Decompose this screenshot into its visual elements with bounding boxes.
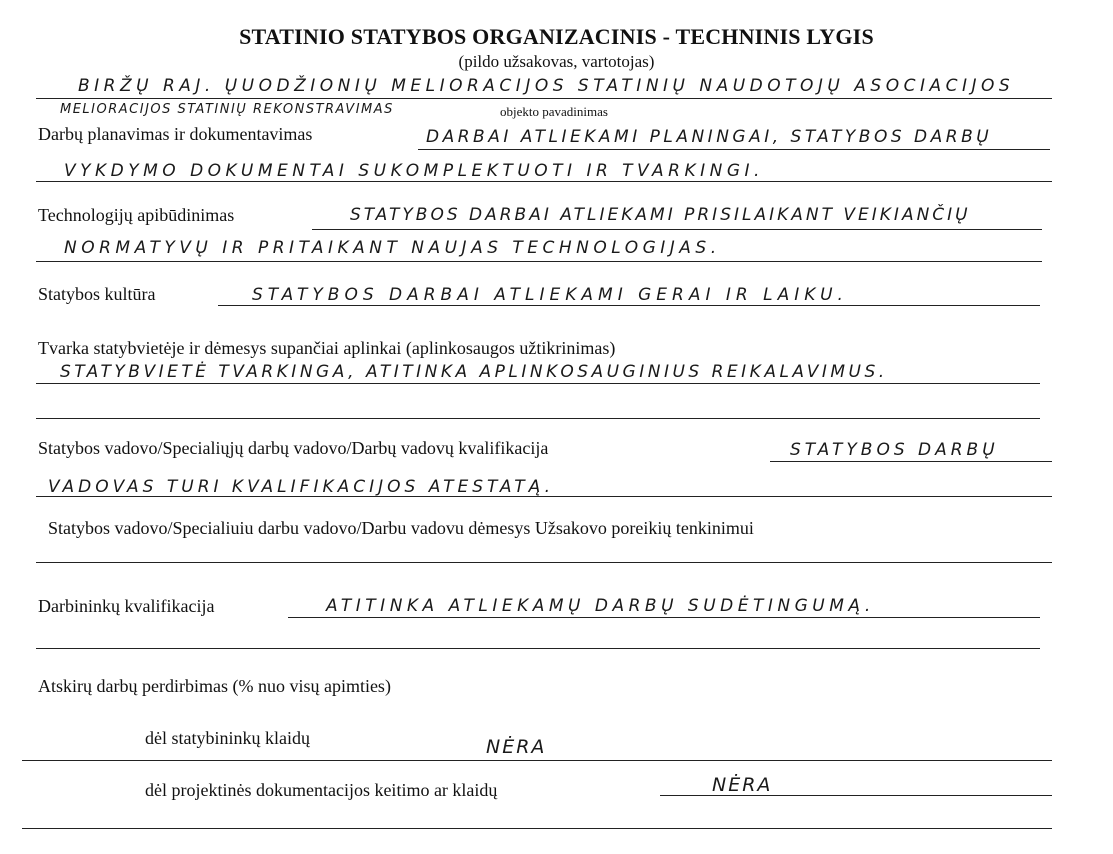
- technology-label: Technologijų apibūdinimas: [38, 205, 235, 225]
- technology-answer-1: STATYBOS DARBAI ATLIEKAMI PRISILAIKANT VEIKIANČIŲ: [350, 205, 971, 225]
- planning-line-1: [418, 149, 1050, 150]
- qualification-line-1: [770, 461, 1052, 462]
- order-answer: STATYBVIETĖ TVARKINGA, ATITINKA APLINKOSAUGINIUS REIKALAVIMUS.: [60, 362, 888, 382]
- rework-builders-label: dėl statybininkų klaidų: [145, 728, 310, 748]
- planning-line-2: [36, 181, 1052, 182]
- object-name-line-2: MELIORACIJOS STATINIŲ REKONSTRAVIMAS: [60, 102, 394, 117]
- culture-answer: STATYBOS DARBAI ATLIEKAMI GERAI IR LAIKU.: [252, 285, 848, 305]
- rework-design-line-1: [660, 795, 1052, 796]
- qualification-answer-1: STATYBOS DARBŲ: [790, 440, 999, 460]
- rework-label: Atskirų darbų perdirbimas (% nuo visų apimties): [38, 676, 391, 696]
- attention-label: Statybos vadovo/Specialiuiu darbu vadovo/Darbu vadovu dėmesys Užsakovo poreikių tenkinimui: [48, 518, 754, 538]
- page-subtitle: (pildo užsakovas, vartotojas): [458, 52, 655, 71]
- qualification-label: Statybos vadovo/Specialiųjų darbų vadovo/Darbų vadovų kvalifikacija: [38, 438, 549, 458]
- rework-design-label: dėl projektinės dokumentacijos keitimo ar klaidų: [145, 780, 498, 800]
- order-line-1: [36, 383, 1040, 384]
- workers-answer: ATITINKA ATLIEKAMŲ DARBŲ SUDĖTINGUMĄ.: [326, 596, 875, 616]
- attention-line: [36, 562, 1052, 563]
- planning-answer-2: VYKDYMO DOKUMENTAI SUKOMPLEKTUOTI IR TVARKINGI.: [64, 161, 764, 181]
- technology-line-1: [312, 229, 1042, 230]
- planning-answer-1: DARBAI ATLIEKAMI PLANINGAI, STATYBOS DARBŲ: [426, 127, 993, 147]
- object-line-1: [36, 98, 1052, 99]
- rework-design-line-2: [22, 828, 1052, 829]
- page-title: STATINIO STATYBOS ORGANIZACINIS - TECHNINIS LYGIS: [239, 24, 874, 49]
- object-caption: objekto pavadinimas: [500, 104, 608, 119]
- order-line-2: [36, 418, 1040, 419]
- culture-label: Statybos kultūra: [38, 284, 156, 304]
- qualification-line-2: [36, 496, 1052, 497]
- workers-label: Darbininkų kvalifikacija: [38, 596, 215, 616]
- planning-label: Darbų planavimas ir dokumentavimas: [38, 124, 313, 144]
- rework-builders-answer: NĖRA: [486, 736, 547, 758]
- rework-builders-line: [22, 760, 1052, 761]
- technology-answer-2: NORMATYVŲ IR PRITAIKANT NAUJAS TECHNOLOGIJAS.: [64, 238, 721, 258]
- qualification-answer-2: VADOVAS TURI KVALIFIKACIJOS ATESTATĄ.: [48, 477, 554, 497]
- technology-line-2: [36, 261, 1042, 262]
- culture-line: [218, 305, 1040, 306]
- workers-line-1: [288, 617, 1040, 618]
- rework-design-answer: NĖRA: [712, 774, 773, 796]
- workers-line-2: [36, 648, 1040, 649]
- object-name-line-1: BIRŽŲ RAJ. ŲUODŽIONIŲ MELIORACIJOS STATINIŲ NAUDOTOJŲ ASOCIACIJOS: [78, 76, 1015, 96]
- order-label: Tvarka statybvietėje ir dėmesys supančiai aplinkai (aplinkosaugos užtikrinimas): [38, 338, 616, 358]
